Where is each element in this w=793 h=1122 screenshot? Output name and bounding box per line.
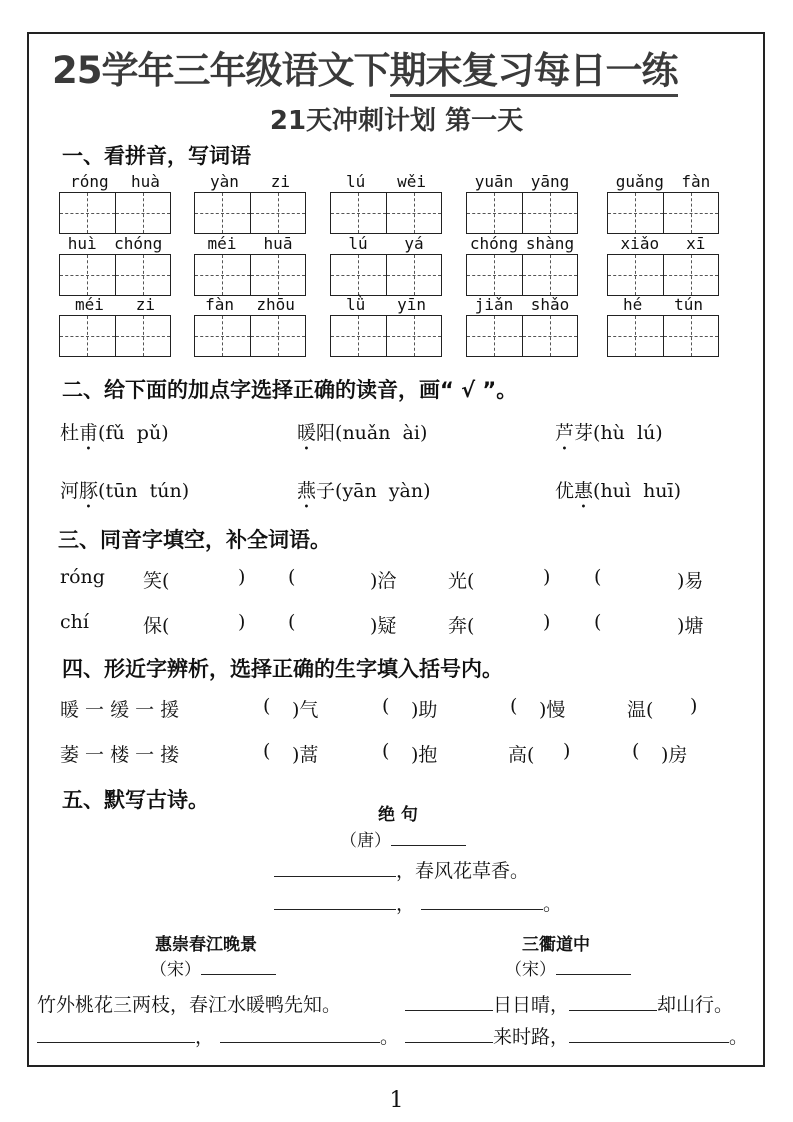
pinyin-label [330, 234, 442, 254]
fill-blank-segment[interactable]: )疑 [370, 615, 397, 637]
pinyin-syllable: fàn [681, 172, 711, 191]
answer-blank[interactable] [274, 893, 396, 910]
similar-characters: 萎 一 楼 一 搂 [60, 744, 180, 766]
fill-blank-segment[interactable]: ( [594, 611, 602, 633]
word-item [607, 234, 719, 296]
writing-boxes [59, 192, 171, 234]
reading-choice-item [555, 476, 681, 513]
fill-blank-segment[interactable]: )气 [292, 699, 319, 721]
character-box[interactable] [331, 193, 387, 233]
poem2-dynasty: （宋） [150, 960, 201, 980]
pinyin-syllable: méi [207, 234, 237, 253]
answer-blank[interactable] [220, 1026, 380, 1043]
character-box[interactable] [60, 193, 116, 233]
pinyin-syllable: lú [348, 234, 368, 253]
comma: ， [396, 893, 416, 915]
pinyin-syllable: méi [74, 295, 104, 314]
reading-choice-item [297, 476, 431, 513]
writing-boxes [466, 315, 578, 357]
pinyin-syllable: huà [130, 172, 160, 191]
fill-blank-segment[interactable]: ( [382, 740, 390, 762]
poem3-line2 [405, 1022, 748, 1049]
title-part2: 期末复习每日一练 [390, 49, 678, 97]
character-box[interactable] [251, 193, 306, 233]
dotted-character: 暖 [297, 422, 317, 444]
fill-blank-segment[interactable]: 光( [448, 570, 475, 592]
fill-blank-segment[interactable]: )房 [661, 744, 688, 766]
word-item [466, 295, 578, 357]
poem3-line1 [405, 990, 733, 1017]
poem3-author-blank[interactable] [556, 958, 631, 975]
word-item [330, 234, 442, 296]
character: 杜 [60, 422, 80, 444]
fill-blank-segment[interactable]: ) [563, 740, 571, 762]
pinyin-syllable: shàng [525, 234, 575, 253]
character: 河 [60, 480, 80, 502]
poem1-author-blank[interactable] [391, 829, 466, 846]
reading-choice-item [555, 418, 663, 455]
pinyin-options[interactable]: (tūn tún) [98, 480, 190, 502]
period: 。 [543, 893, 563, 915]
pinyin-label [466, 295, 578, 315]
pinyin-syllable: huì [67, 234, 97, 253]
writing-boxes [607, 192, 719, 234]
section2-heading: 二、给下面的加点字选择正确的读音，画“ √ ”。 [62, 378, 518, 402]
fill-blank-segment[interactable]: )洽 [370, 570, 397, 592]
character-box[interactable] [608, 193, 664, 233]
answer-blank[interactable] [405, 1026, 493, 1043]
answer-blank[interactable] [37, 1026, 195, 1043]
character-box[interactable] [467, 316, 523, 356]
writing-boxes [466, 192, 578, 234]
character-box[interactable] [664, 316, 719, 356]
character: 芽 [574, 422, 594, 444]
pinyin-options[interactable]: (nuǎn ài) [335, 422, 428, 444]
word-item [607, 295, 719, 357]
poem2-line1: 竹外桃花三两枝，春江水暖鸭先知。 [37, 994, 342, 1016]
character-box[interactable] [387, 193, 442, 233]
pinyin-options[interactable]: (huì huī) [593, 480, 682, 502]
character-box[interactable] [608, 316, 664, 356]
fill-blank-segment[interactable]: )易 [677, 570, 704, 592]
character-box[interactable] [60, 316, 116, 356]
pinyin-options[interactable]: (fǔ pǔ) [98, 422, 169, 444]
answer-blank[interactable] [421, 893, 543, 910]
poem3-author-line [505, 955, 631, 980]
fill-blank-segment[interactable]: 高( [508, 744, 535, 766]
writing-boxes [607, 254, 719, 296]
pinyin-label [59, 234, 171, 254]
fill-blank-segment[interactable]: ( [263, 740, 271, 762]
fill-blank-segment[interactable]: )助 [411, 699, 438, 721]
fill-blank-segment[interactable]: )塘 [677, 615, 704, 637]
pinyin-syllable: zi [270, 172, 291, 191]
fill-blank-segment[interactable]: ( [382, 695, 390, 717]
pinyin-label [466, 172, 578, 192]
section1-heading: 一、看拼音，写词语 [62, 144, 251, 168]
reading-choice-item [60, 418, 169, 455]
pinyin-syllable: chóng [469, 234, 519, 253]
word-item [466, 172, 578, 234]
poem3-line1-a: 日日晴， [493, 994, 570, 1016]
writing-boxes [194, 315, 306, 357]
pinyin-label [607, 234, 719, 254]
fill-blank-segment[interactable]: ( [288, 611, 296, 633]
character-box[interactable] [387, 316, 442, 356]
writing-boxes [330, 254, 442, 296]
poem1-author-line [340, 826, 466, 851]
fill-blank-segment[interactable]: 笑( [143, 570, 170, 592]
pinyin-label [194, 172, 306, 192]
character-box[interactable] [523, 316, 578, 356]
word-item [194, 295, 306, 357]
character-box[interactable] [195, 193, 251, 233]
pinyin-syllable: lú [345, 172, 366, 191]
dotted-character: 惠 [574, 480, 594, 502]
character-box[interactable] [664, 193, 719, 233]
fill-blank-segment[interactable]: 奔( [448, 615, 475, 637]
answer-blank[interactable] [569, 1026, 729, 1043]
fill-blank-segment[interactable]: ( [263, 695, 271, 717]
character-box[interactable] [60, 255, 116, 295]
answer-blank[interactable] [274, 860, 396, 877]
pinyin-syllable: zi [135, 295, 156, 314]
page-title [52, 40, 678, 94]
pinyin-syllable: xiǎo [620, 234, 660, 253]
character-box[interactable] [523, 193, 578, 233]
pinyin-syllable: guǎng [615, 172, 664, 191]
character-box[interactable] [116, 193, 171, 233]
subtitle: 21天冲刺计划 第一天 [269, 106, 524, 136]
pinyin-syllable: xī [686, 234, 706, 253]
character-box[interactable] [251, 316, 306, 356]
writing-boxes [194, 192, 306, 234]
writing-boxes [59, 254, 171, 296]
pinyin-prompt: róng [60, 566, 105, 588]
word-item [194, 172, 306, 234]
writing-boxes [330, 315, 442, 357]
character-box[interactable] [608, 255, 664, 295]
pinyin-label [59, 172, 171, 192]
pinyin-label [330, 172, 442, 192]
dotted-character: 甫 [79, 422, 99, 444]
character: 优 [555, 480, 575, 502]
character-box[interactable] [467, 193, 523, 233]
page-number: 1 [389, 1088, 404, 1113]
poem3-line1-b: 却山行。 [657, 994, 734, 1016]
title-part1: 25学年三年级语文下 [52, 49, 390, 92]
pinyin-syllable: tún [674, 295, 704, 314]
character-box[interactable] [467, 255, 523, 295]
answer-blank[interactable] [405, 994, 493, 1011]
word-item [194, 234, 306, 296]
character-box[interactable] [387, 255, 442, 295]
pinyin-syllable: wěi [397, 172, 427, 191]
poem2-title: 惠崇春江晚景 [155, 935, 257, 955]
dotted-character: 豚 [79, 480, 99, 502]
poem2-line2 [37, 1022, 399, 1049]
fill-blank-segment[interactable]: ( [594, 566, 602, 588]
fill-blank-segment[interactable]: ) [543, 566, 551, 588]
section4-heading: 四、形近字辨析，选择正确的生字填入括号内。 [62, 657, 503, 681]
pinyin-syllable: yá [404, 234, 424, 253]
character-box[interactable] [331, 255, 387, 295]
similar-characters: 暖 一 缓 一 援 [60, 699, 180, 721]
period: 。 [729, 1026, 749, 1048]
writing-boxes [330, 192, 442, 234]
word-item [330, 172, 442, 234]
pinyin-syllable: shǎo [530, 295, 570, 314]
character: 阳 [316, 422, 336, 444]
section3-heading: 三、同音字填空，补全词语。 [58, 528, 331, 552]
character-box[interactable] [195, 255, 251, 295]
character-box[interactable] [251, 255, 306, 295]
poem2-author-blank[interactable] [201, 958, 276, 975]
pinyin-label [607, 295, 719, 315]
pinyin-label [466, 234, 578, 254]
period: 。 [380, 1026, 400, 1048]
character-box[interactable] [195, 316, 251, 356]
pinyin-label [194, 234, 306, 254]
fill-blank-segment[interactable]: 保( [143, 615, 170, 637]
poem3-title: 三衢道中 [522, 935, 590, 955]
pinyin-syllable: zhōu [256, 295, 295, 314]
character-box[interactable] [523, 255, 578, 295]
word-item [466, 234, 578, 296]
writing-boxes [466, 254, 578, 296]
poem3-line2-a: 来时路， [493, 1026, 570, 1048]
writing-boxes [607, 315, 719, 357]
pinyin-options[interactable]: (hù lú) [593, 422, 663, 444]
pinyin-syllable: yāng [530, 172, 570, 191]
pinyin-syllable: chóng [114, 234, 163, 253]
fill-blank-segment[interactable]: ( [288, 566, 296, 588]
poem1-line1-text: ，春风花草香。 [396, 860, 530, 882]
pinyin-syllable: fàn [205, 295, 235, 314]
dotted-character: 燕 [297, 480, 317, 502]
poem2-author-line [150, 955, 276, 980]
poem3-dynasty: （宋） [505, 960, 556, 980]
fill-blank-segment[interactable]: ( [510, 695, 518, 717]
pinyin-syllable: yīn [397, 295, 427, 314]
pinyin-label [330, 295, 442, 315]
word-item [330, 295, 442, 357]
fill-blank-segment[interactable]: ( [632, 740, 640, 762]
pinyin-prompt: chí [60, 611, 89, 633]
pinyin-syllable: jiǎn [474, 295, 514, 314]
fill-blank-segment[interactable]: ) [238, 566, 246, 588]
character: 子 [316, 480, 336, 502]
pinyin-syllable: róng [70, 172, 109, 191]
word-item [59, 172, 171, 234]
pinyin-label [59, 295, 171, 315]
fill-blank-segment[interactable]: )慢 [539, 699, 566, 721]
fill-blank-segment[interactable]: )蒿 [292, 744, 319, 766]
fill-blank-segment[interactable]: ) [690, 695, 698, 717]
reading-choice-item [297, 418, 427, 455]
writing-boxes [194, 254, 306, 296]
section5-heading: 五、默写古诗。 [62, 788, 209, 812]
answer-blank[interactable] [569, 994, 657, 1011]
fill-blank-segment[interactable]: 温( [627, 699, 654, 721]
pinyin-label [607, 172, 719, 192]
pinyin-syllable: huā [263, 234, 293, 253]
character-box[interactable] [331, 316, 387, 356]
fill-blank-segment[interactable]: ) [238, 611, 246, 633]
poem1-title: 绝 句 [378, 805, 418, 825]
character-box[interactable] [664, 255, 719, 295]
pinyin-options[interactable]: (yān yàn) [335, 480, 431, 502]
poem1-line2 [274, 889, 562, 916]
comma: ， [195, 1026, 215, 1048]
pinyin-syllable: yuān [474, 172, 514, 191]
word-item [59, 295, 171, 357]
pinyin-syllable: lǜ [345, 295, 366, 314]
reading-choice-item [60, 476, 189, 513]
character-box[interactable] [116, 255, 171, 295]
poem1-line1 [274, 856, 529, 883]
fill-blank-segment[interactable]: ) [543, 611, 551, 633]
pinyin-syllable: yàn [209, 172, 239, 191]
writing-boxes [59, 315, 171, 357]
character-box[interactable] [116, 316, 171, 356]
word-item [59, 234, 171, 296]
pinyin-syllable: hé [622, 295, 643, 314]
poem1-dynasty: （唐） [340, 831, 391, 851]
dotted-character: 芦 [555, 422, 575, 444]
fill-blank-segment[interactable]: )抱 [411, 744, 438, 766]
word-item [607, 172, 719, 234]
pinyin-label [194, 295, 306, 315]
